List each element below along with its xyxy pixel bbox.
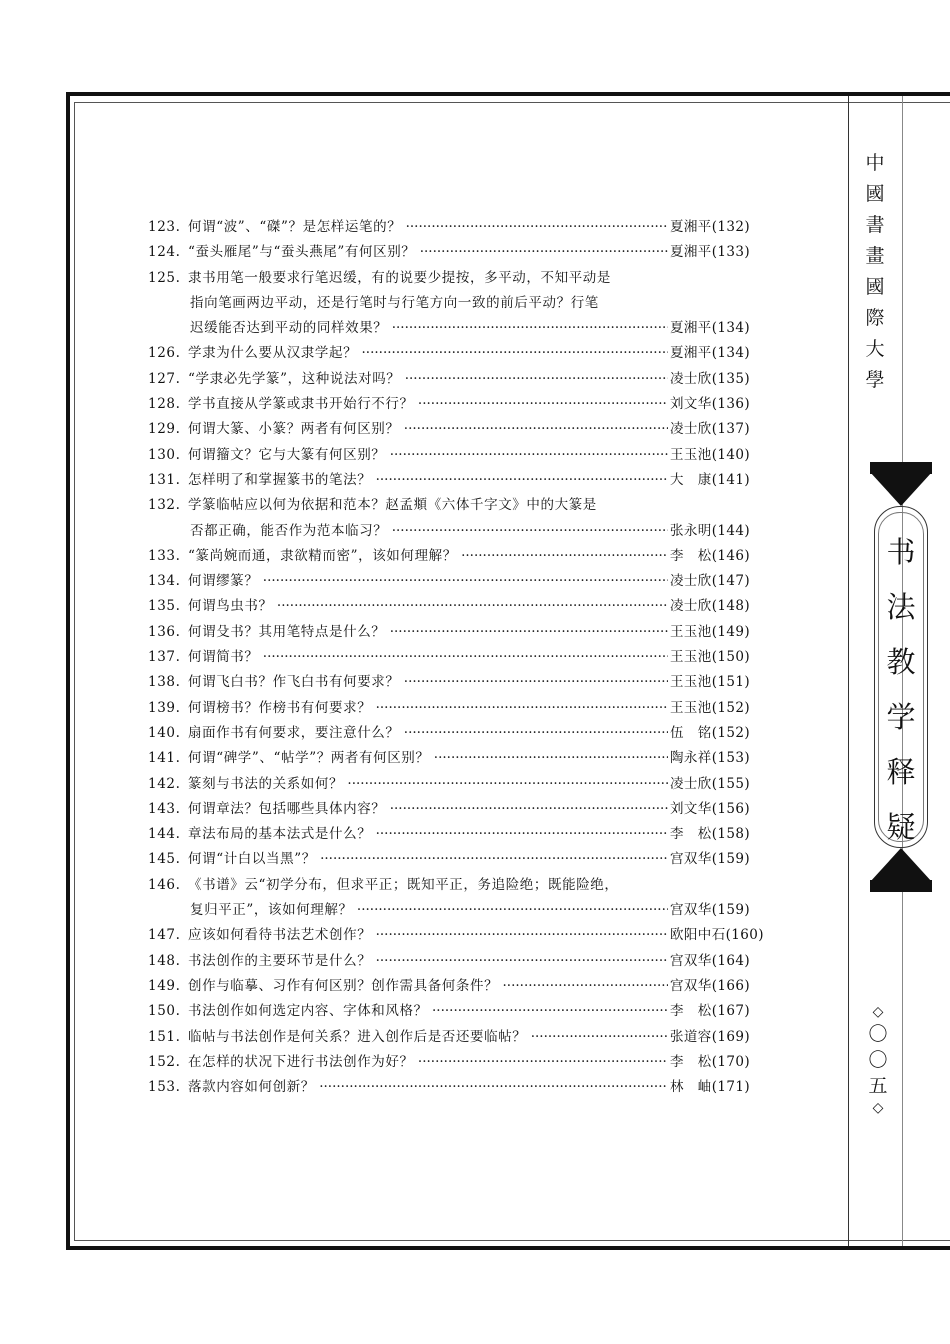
toc-entry-title: 扇面作书有何要求，要注意什么？ ····· [188, 721, 668, 746]
university-name-char: 書 [865, 214, 885, 236]
toc-entry [148, 999, 768, 1024]
toc-entry [148, 822, 768, 847]
toc-entry-title: 何谓大篆、小篆？两者有何区别？ ····· [188, 417, 668, 442]
toc-entry-title: 否都正确，能否作为范本临习？ ····· [190, 519, 668, 544]
toc-entry [148, 746, 768, 771]
toc-entry-continuation [148, 316, 768, 341]
toc-entry-number: 147. [148, 927, 181, 944]
toc-entry-continuation [148, 898, 768, 923]
toc-entry-author-page: 伍 铭(152) [670, 724, 751, 741]
toc-entry [148, 392, 768, 417]
toc-entry-title: 学书直接从学篆或隶书开始行不行？ ····· [188, 392, 668, 417]
book-title-vertical [876, 525, 926, 855]
toc-entry-author-page: 凌士欣(148) [670, 598, 751, 615]
ornament-chevron-bottom-icon [870, 848, 932, 882]
toc-entry-continuation [148, 291, 768, 316]
toc-entry [148, 1075, 768, 1100]
toc-entry-author-page: 凌士欣(155) [670, 775, 751, 792]
toc-entry-author-page: 大 康(141) [670, 471, 751, 488]
toc-entry-author-page: 凌士欣(135) [670, 370, 751, 387]
university-name-vertical [857, 148, 893, 396]
toc-entry-number: 126. [148, 345, 181, 362]
ornament-chevron-top-icon [870, 472, 932, 506]
toc-entry-number: 125. [148, 269, 181, 286]
toc-entry-title: 复归平正”，该如何理解？ ····· [190, 898, 668, 923]
book-title-char: 法 [886, 590, 916, 624]
toc-entry-author-page: 宫双华(166) [670, 977, 751, 994]
toc-entry-title: 书法创作如何选定内容、字体和风格？ ····· [188, 999, 668, 1024]
toc-entry-author-page: 张永明(144) [670, 522, 751, 539]
toc-entry-title: 何谓籀文？它与大篆有何区别？ ····· [188, 443, 668, 468]
toc-entry-title: 何谓鸟虫书？ ····· [188, 594, 668, 619]
toc-entry-author-page: 王玉池(149) [670, 623, 751, 640]
toc-entry-number: 136. [148, 623, 181, 640]
toc-entry-title: 书法创作的主要环节是什么？ ····· [188, 949, 668, 974]
ornament-band-bottom [870, 880, 932, 892]
toc-entry [148, 443, 768, 468]
toc-entry [148, 266, 768, 291]
toc-entry-title: “学隶必先学篆”，这种说法对吗？ ····· [188, 367, 668, 392]
inner-top-rule [74, 102, 950, 103]
toc-entry-author-page: 王玉池(152) [670, 699, 751, 716]
toc-entry-title: 何谓榜书？作榜书有何要求？ ····· [188, 696, 668, 721]
toc-entry-number: 149. [148, 977, 181, 994]
toc-entry [148, 645, 768, 670]
side-column-rule [848, 96, 849, 1246]
frame-top-border [68, 92, 950, 96]
toc-entry-title: 何谓殳书？其用笔特点是什么？ ····· [188, 620, 668, 645]
toc-entry-number: 145. [148, 851, 181, 868]
toc-entry-author-page: 宫双华(159) [670, 851, 751, 868]
toc-entry-title: 何谓飞白书？作飞白书有何要求？ ····· [188, 670, 668, 695]
toc-entry-title: 何谓“波”、“磔”？是怎样运笔的？ ····· [188, 215, 668, 240]
toc-entry [148, 797, 768, 822]
toc-entry-title: “蚕头雁尾”与“蚕头燕尾”有何区别？ ····· [188, 240, 668, 265]
toc-entry-number: 137. [148, 649, 181, 666]
toc-entry-title: “篆尚婉而通，隶欲精而密”，该如何理解？ ····· [188, 544, 668, 569]
toc-entry-title: 怎样明了和掌握篆书的笔法？ ····· [188, 468, 668, 493]
toc-entry [148, 544, 768, 569]
toc-entry-author-page: 刘文华(156) [670, 800, 751, 817]
toc-entry-title: 临帖与书法创作是何关系？进入创作后是否还要临帖？ ····· [188, 1025, 668, 1050]
toc-entry-title: 章法布局的基本法式是什么？ ····· [188, 822, 668, 847]
toc-entry [148, 847, 768, 872]
toc-entry-number: 142. [148, 775, 181, 792]
toc-entry [148, 367, 768, 392]
toc-entry-author-page: 李 松(146) [670, 547, 751, 564]
toc-entry-number: 123. [148, 219, 181, 235]
toc-entry-title: 创作与临摹、习作有何区别？创作需具备何条件？ ····· [188, 974, 668, 999]
toc-entry-author-page: 凌士欣(147) [670, 573, 751, 590]
toc-entry-author-page: 宫双华(159) [670, 902, 751, 919]
toc-entry-number: 152. [148, 1053, 181, 1070]
toc-entry [148, 240, 768, 265]
book-title-char: 疑 [886, 810, 916, 844]
book-title-char: 学 [886, 700, 916, 734]
toc-entry-author-page: 夏湘平(132) [670, 219, 751, 235]
toc-entry-number: 140. [148, 724, 181, 741]
toc-entry-number: 153. [148, 1079, 181, 1096]
toc-entry-number: 127. [148, 370, 181, 387]
page-number [860, 1003, 896, 1117]
toc-entry-author-page: 宫双华(164) [670, 952, 751, 969]
toc-entry-author-page: 王玉池(151) [670, 674, 751, 691]
toc-entry-number: 124. [148, 244, 181, 261]
toc-entry-title: 指向笔画两边平动，还是行笔时与行笔方向一致的前后平动？行笔 [190, 294, 599, 311]
toc-entry-number: 141. [148, 750, 181, 767]
toc-entry-author-page: 林 岫(171) [670, 1079, 751, 1096]
toc-entry-title: 何谓“计白以当黑”？ ····· [188, 847, 668, 872]
toc-entry [148, 569, 768, 594]
toc-entry-author-page: 张道容(169) [670, 1028, 751, 1045]
toc-entry [148, 721, 768, 746]
toc-entry [148, 670, 768, 695]
toc-entry-number: 128. [148, 396, 181, 413]
diamond-icon: ◇ [872, 1004, 884, 1020]
toc-entry-title: 篆刻与书法的关系如何？ ····· [188, 772, 668, 797]
toc-entry [148, 493, 768, 518]
toc-entry [148, 949, 768, 974]
toc-entry-author-page: 李 松(170) [670, 1053, 751, 1070]
inner-left-rule [74, 102, 75, 1241]
toc-entry-title: 应该如何看待书法艺术创作？ ····· [188, 923, 668, 948]
toc-entry-author-page: 王玉池(150) [670, 649, 751, 666]
book-title-char: 教 [886, 645, 916, 679]
toc-entry-author-page: 陶永祥(153) [670, 750, 751, 767]
university-name-char: 畫 [865, 245, 885, 267]
toc-entry-number: 151. [148, 1028, 181, 1045]
toc-entry-continuation [148, 519, 768, 544]
toc-entry-author-page: 李 松(158) [670, 826, 751, 843]
toc-entry-number: 150. [148, 1003, 181, 1020]
toc-entry-number: 132. [148, 497, 181, 514]
toc-entry-author-page: 夏湘平(134) [670, 320, 751, 337]
toc-entry [148, 696, 768, 721]
toc-entry-number: 148. [148, 952, 181, 969]
toc-entry [148, 468, 768, 493]
toc-entry [148, 215, 768, 240]
toc-entry-title: 落款内容如何创新？ ····· [188, 1075, 668, 1100]
toc-entry-number: 146. [148, 876, 181, 893]
toc-entry-title: 学隶为什么要从汉隶学起？ ····· [188, 341, 668, 366]
toc-entry-title: 何谓简书？ ····· [188, 645, 668, 670]
toc-entry-title: 学篆临帖应以何为依据和范本？赵孟頫《六体千字文》中的大篆是 [188, 497, 597, 514]
toc-entry-author-page: 李 松(167) [670, 1003, 751, 1020]
toc-entry-number: 135. [148, 598, 181, 615]
book-title-char: 书 [886, 535, 916, 569]
toc-entry [148, 1025, 768, 1050]
toc-entry [148, 417, 768, 442]
toc-entry-author-page: 凌士欣(137) [670, 421, 751, 438]
toc-entry-number: 129. [148, 421, 181, 438]
toc-entry-number: 143. [148, 800, 181, 817]
toc-entry-author-page: 刘文华(136) [670, 396, 751, 413]
toc-entry [148, 772, 768, 797]
toc-entry-author-page: 夏湘平(134) [670, 345, 751, 362]
toc-entry [148, 620, 768, 645]
toc-entry [148, 341, 768, 366]
toc-entry-title: 在怎样的状况下进行书法创作为好？ ····· [188, 1050, 668, 1075]
toc-entry [148, 873, 768, 898]
toc-entry-number: 133. [148, 547, 181, 564]
toc-entry [148, 594, 768, 619]
university-name-char: 國 [865, 276, 885, 298]
toc-entry-title: 何谓缪篆？ ····· [188, 569, 668, 594]
toc-entry-number: 138. [148, 674, 181, 691]
toc-entry-number: 139. [148, 699, 181, 716]
toc-entry [148, 1050, 768, 1075]
page-number-digit: 〇 [868, 1049, 888, 1071]
toc-entry-number: 144. [148, 826, 181, 843]
university-name-char: 際 [865, 307, 885, 329]
page-number-digit: 〇 [868, 1023, 888, 1045]
toc-entry-author-page: 夏湘平(133) [670, 244, 751, 261]
toc-entry-number: 131. [148, 471, 181, 488]
frame-bottom-border [68, 1246, 950, 1250]
page-number-digit: 五 [868, 1075, 888, 1097]
toc-entry-author-page: 王玉池(140) [670, 446, 751, 463]
table-of-contents [148, 215, 768, 1100]
toc-entry-title: 《书谱》云“初学分布，但求平正；既知平正，务追险绝；既能险绝， [188, 876, 619, 893]
frame-left-border [66, 92, 70, 1250]
university-name-char: 大 [865, 338, 885, 360]
diamond-icon: ◇ [872, 1100, 884, 1116]
university-name-char: 國 [865, 183, 885, 205]
toc-entry [148, 974, 768, 999]
toc-entry-title: 何谓章法？包括哪些具体内容？ ····· [188, 797, 668, 822]
inner-bottom-rule [74, 1240, 950, 1241]
toc-entry-title: 何谓“碑学”、“帖学”？两者有何区别？ ····· [188, 746, 668, 771]
toc-entry-author-page: 欧阳中石(160) [670, 927, 764, 944]
university-name-char: 中 [865, 152, 885, 174]
book-title-char: 释 [886, 755, 916, 789]
toc-entry [148, 923, 768, 948]
toc-entry-number: 134. [148, 573, 181, 590]
toc-entry-number: 130. [148, 446, 181, 463]
toc-entry-title: 迟缓能否达到平动的同样效果？ ····· [190, 316, 668, 341]
toc-entry-title: 隶书用笔一般要求行笔迟缓，有的说要少提按，多平动，不知平动是 [188, 269, 611, 286]
university-name-char: 學 [865, 369, 885, 391]
